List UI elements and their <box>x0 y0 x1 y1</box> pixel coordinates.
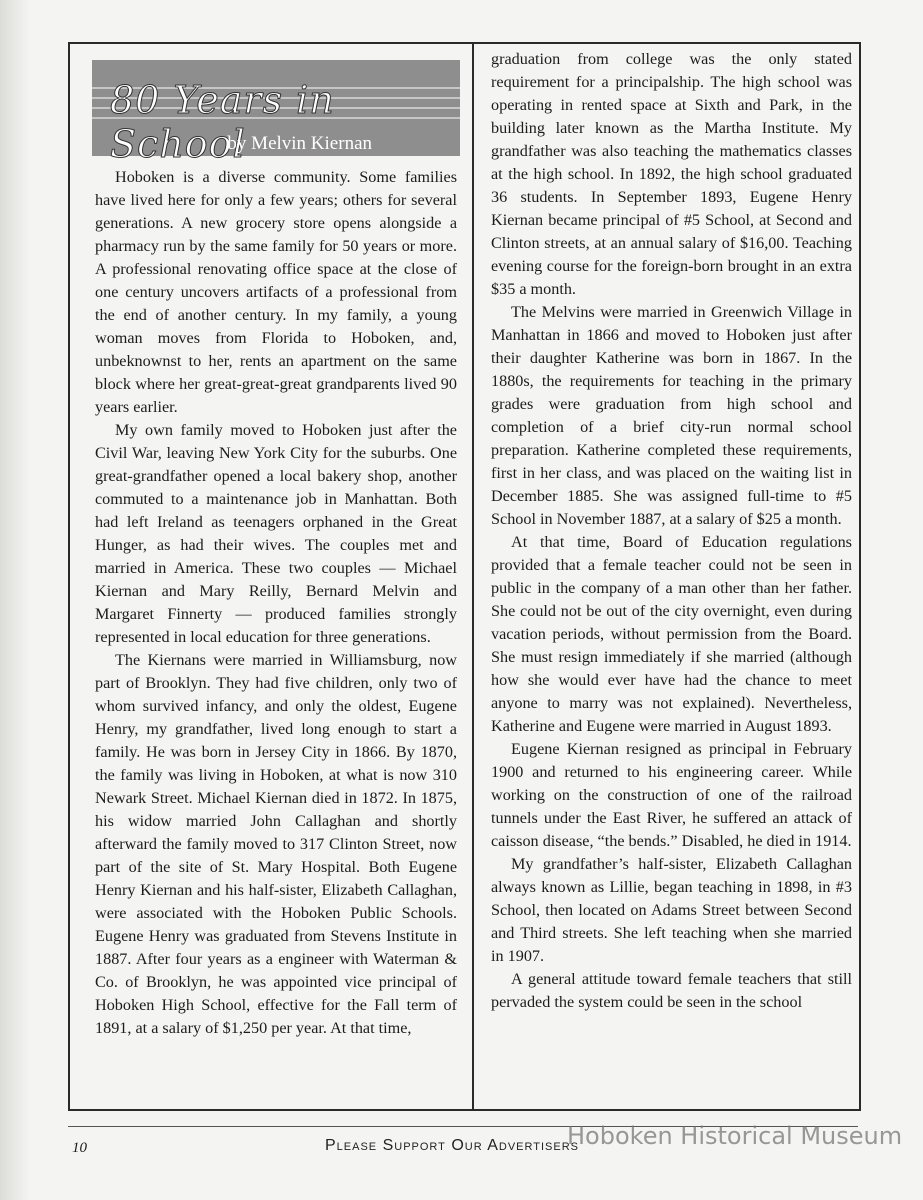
paragraph: My grandfather’s half-sister, Elizabeth Callaghan always known as Lillie, began teaching in 1898, in #3 School, then located on Adams Street between Second and Third streets. She left teaching when she married in 1907. <box>491 855 852 965</box>
page-number: 10 <box>72 1140 87 1156</box>
paragraph: The Kiernans were married in Williamsburg, now part of Brooklyn. They had five children, only two of whom survived infancy, and only the oldest, Eugene Henry, my grandfather, lived long enough to start a family. He was born in Jersey City in 1866. By 1870, the family was living in Hoboken, at what is now 310 Newark Street. Michael Kiernan died in 1872. In 1875, his widow married John Callaghan and shortly afterward the family moved to 317 Clinton Street, now part of the site of St. Mary Hospital. Both Eugene Henry Kiernan and his half-sister, Elizabeth Callaghan, were associated with the Hoboken Public Schools. Eugene Henry was graduated from Stevens Institute in 1887. After four years as a engineer with Waterman & Co. of Brooklyn, he was appointed vice principal of Hoboken High School, effective for the Fall term of 1891, at a salary of $1,250 per year. At that time, <box>95 651 457 1037</box>
left-column <box>95 166 457 1040</box>
paragraph: A general attitude toward female teachers that still pervaded the system could be seen in the school <box>491 970 852 1011</box>
page-edge-shadow <box>0 0 30 1200</box>
title-banner <box>92 60 460 166</box>
article-title: 80 Years in School <box>110 78 335 166</box>
paragraph: graduation from college was the only stated requirement for a principalship. The high school was operating in rented space at Sixth and Park, in the building later known as the Martha Institute. My grandfather was also teaching the mathematics classes at the high school. In 1892, the high school graduated 36 students. In September 1893, Eugene Henry Kiernan became principal of #5 School, at Second and Clinton streets, at an annual salary of $16,00. Teaching evening course for the foreign-born brought in an extra $35 a month. <box>491 50 852 298</box>
paragraph: The Melvins were married in Greenwich Village in Manhattan in 1866 and moved to Hoboken just after their daughter Katherine was born in 1867. In the 1880s, the requirements for teaching in the primary grades were graduation from high school and completion of a brief city-run normal school preparation. Katherine completed these requirements, first in her class, and was placed on the waiting list in December 1885. She was assigned full-time to #5 School in November 1887, at a salary of $25 a month. <box>491 303 852 528</box>
column-divider <box>472 42 474 1111</box>
paragraph: My own family moved to Hoboken just after the Civil War, leaving New York City for the suburbs. One great-grandfather opened a local bakery shop, another commuted to a maintenance job in Manhattan. Both had left Ireland as teenagers orphaned in the Great Hunger, as had their wives. The couples met and married in America. These two couples — Michael Kiernan and Mary Reilly, Bernard Melvin and Margaret Finnerty — produced families strongly represented in local education for three generations. <box>95 421 457 646</box>
article-byline: by Melvin Kiernan <box>227 133 372 154</box>
paragraph: At that time, Board of Education regulations provided that a female teacher could not be seen in public in the company of a man other than her father. She could not be out of the city overnight, even during vacation periods, without permission from the Board. She must resign immediately if she married (although how she would ever have had the chance to meet anyone to marry was not explained). Nevertheless, Katherine and Eugene were married in August 1893. <box>491 533 852 735</box>
right-column <box>491 48 852 1014</box>
watermark: Hoboken Historical Museum <box>567 1122 903 1150</box>
paragraph: Hoboken is a diverse community. Some families have lived here for only a few years; others for several generations. A new grocery store opens alongside a pharmacy run by the same family for 50 years or more. A professional renovating office space at the close of one century uncovers artifacts of a professional from the end of another century. In my family, a young woman moves from Florida to Hoboken, and, unbeknownst to her, rents an apartment on the same block where her great-great-great grandparents lived 90 years earlier. <box>95 168 457 416</box>
footer-text: Please Support Our Advertisers <box>325 1137 579 1154</box>
paragraph: Eugene Kiernan resigned as principal in February 1900 and returned to his engineering career. While working on the construction of one of the railroad tunnels under the East River, he suffered an attack of caisson disease, “the bends.” Disabled, he died in 1914. <box>491 740 852 850</box>
